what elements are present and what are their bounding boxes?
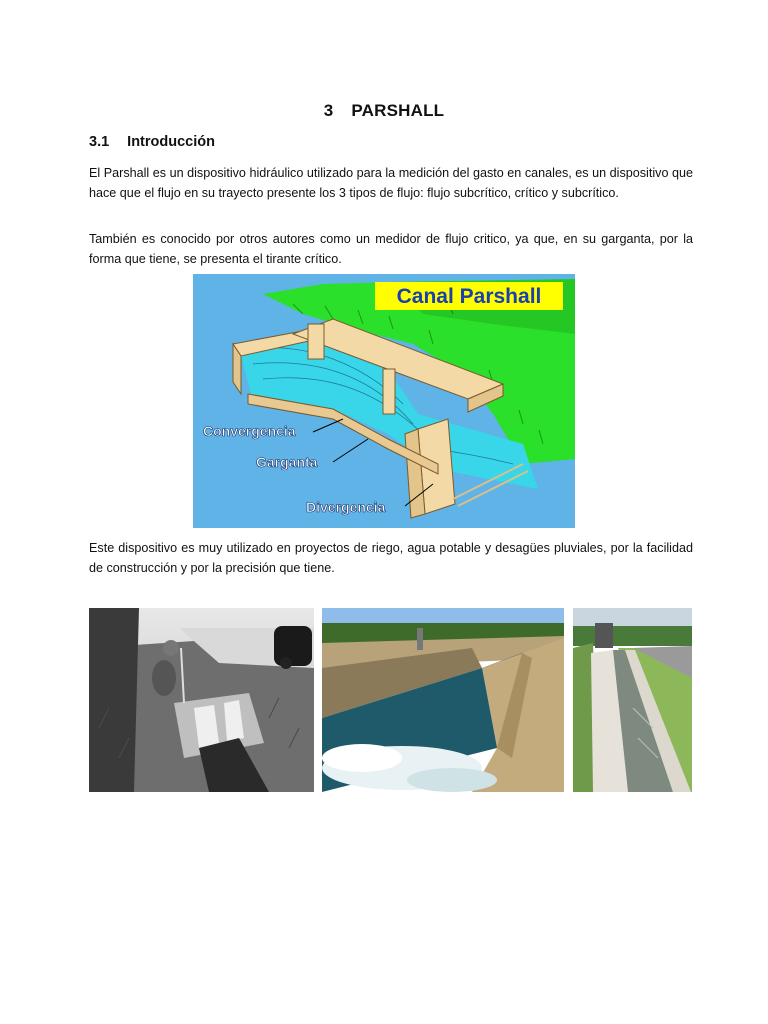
chapter-title-text: PARSHALL xyxy=(351,101,445,120)
label-convergencia: Convergencia xyxy=(203,423,296,439)
chapter-number: 3 xyxy=(323,101,334,120)
paragraph-uses: Este dispositivo es muy utilizado en proyectos de riego, agua potable y desagües pluviales, por la facilidad de construcción y por la precisión que tiene. xyxy=(89,541,693,575)
section-number: 3.1 xyxy=(89,134,110,150)
parshall-diagram xyxy=(193,274,575,528)
paragraph-intro: El Parshall es un dispositivo hidráulico utilizado para la medición del gasto en canales, es un dispositivo que hace que el flujo en su trayecto presente los 3 tipos de flujo: flujo subcrítico, crítico y subcrítico. xyxy=(89,166,693,200)
section-title xyxy=(89,134,215,150)
diagram-title: Canal Parshall xyxy=(396,285,542,308)
label-divergencia: Divergencia xyxy=(306,499,386,515)
section-title-text: Introducción xyxy=(127,134,215,150)
label-garganta: Garganta xyxy=(256,454,318,470)
photo-field-measurement xyxy=(89,608,314,792)
photo-concrete-flume xyxy=(573,608,692,792)
paragraph-critical-flow: También es conocido por otros autores como un medidor de flujo critico, ya que, en su garganta, por la forma que tiene, se presenta el tirante crítico. xyxy=(89,232,693,266)
chapter-title xyxy=(0,101,768,121)
parshall-diagram-illustration xyxy=(193,274,575,528)
photo-irrigation-channel xyxy=(322,608,564,792)
